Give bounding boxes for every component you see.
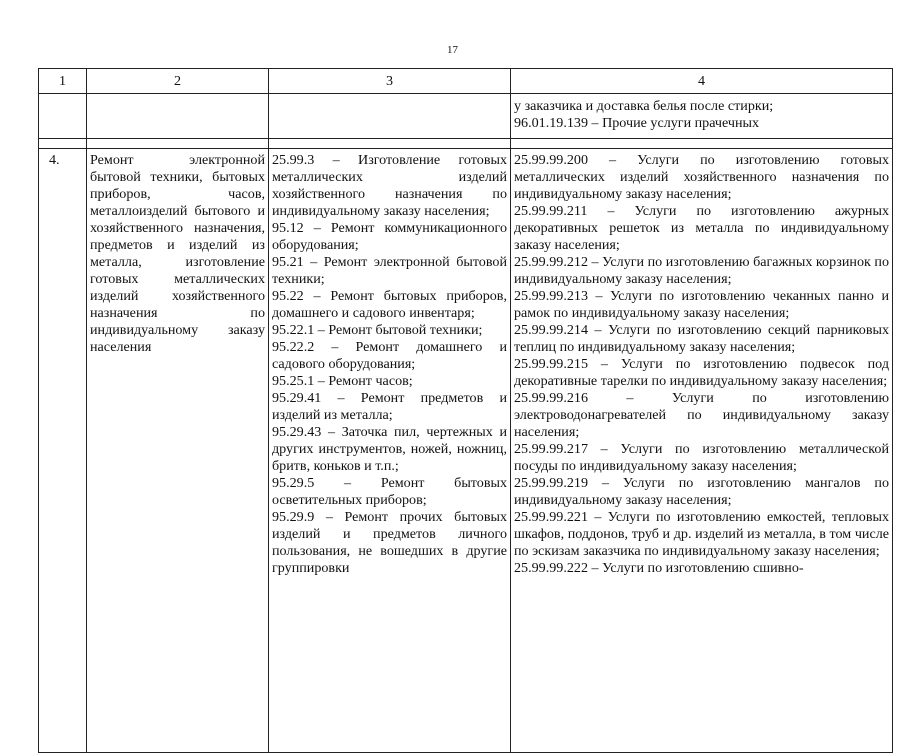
okpd-code-entry: 25.99.99.200 – Услуги по изготовлению готовых металлических изделий хозяйственного назначения по индивидуальному заказу населения; [514, 152, 889, 202]
okpd-code-entry: 25.99.99.221 – Услуги по изготовлению емкостей, тепловых шкафов, поддонов, труб и др. изделий из металла, в том числе по эскизам заказчика по индивидуальному заказу населения; [514, 509, 889, 559]
okved-code-entry: 95.21 – Ремонт электронной бытовой техники; [272, 254, 507, 287]
okved-code-entry: 95.12 – Ремонт коммуникационного оборудования; [272, 220, 507, 253]
table-cell [511, 139, 893, 149]
okpd-codes-cell [511, 149, 893, 753]
column-header-4: 4 [511, 69, 893, 94]
okved-code-entry: 95.29.41 – Ремонт предметов и изделий из металла; [272, 390, 507, 423]
document-table [38, 68, 893, 753]
okpd-code-entry: 25.99.99.211 – Услуги по изготовлению ажурных декоративных решеток из металла по индивидуальному заказу населения; [514, 203, 889, 253]
table-cell [39, 139, 87, 149]
table-cell [269, 94, 511, 139]
continuation-row [39, 94, 893, 139]
okved-code-entry: 95.29.9 – Ремонт прочих бытовых изделий и предметов личного пользования, не вошедших в другие группировки [272, 509, 507, 576]
okpd-code-entry: 25.99.99.212 – Услуги по изготовлению багажных корзинок по индивидуальному заказу населения; [514, 254, 889, 287]
okved-code-entry: 95.29.5 – Ремонт бытовых осветительных приборов; [272, 475, 507, 508]
row-number: 4. [39, 149, 87, 753]
table-cell [269, 139, 511, 149]
okpd-code-entry: 25.99.99.216 – Услуги по изготовлению электроводонагревателей по индивидуальному заказу населения; [514, 390, 889, 440]
continuation-line: 96.01.19.139 – Прочие услуги прачечных [514, 115, 760, 131]
okpd-code-entry: 25.99.99.215 – Услуги по изготовлению подвесок под декоративные тарелки по индивидуальному заказу населения; [514, 356, 889, 389]
okved-code-entry: 95.29.43 – Заточка пил, чертежных и других инструментов, ножей, ножниц, бритв, коньков и т.п.; [272, 424, 507, 474]
okpd-code-entry: 25.99.99.217 – Услуги по изготовлению металлической посуды по индивидуальному заказу населения; [514, 441, 889, 474]
column-header-3: 3 [269, 69, 511, 94]
okved-codes-cell [269, 149, 511, 753]
continuation-cell [511, 94, 893, 139]
column-header-2: 2 [87, 69, 269, 94]
column-header-1: 1 [39, 69, 87, 94]
activity-description: Ремонт электронной бытовой техники, бытовых приборов, часов, металлоизделий бытового и хозяйственного назначения, предметов и изделий из металла, изготовление готовых металлических изделий хозяйственного назначения по индивидуальному заказу населения [87, 149, 269, 753]
okpd-code-entry: 25.99.99.222 – Услуги по изготовлению сшивно- [514, 560, 804, 576]
table-cell [39, 94, 87, 139]
page-number: 17 [447, 44, 458, 56]
okved-code-entry: 95.22.1 – Ремонт бытовой техники; [272, 322, 483, 338]
table-row-4 [39, 149, 893, 753]
row-gap [39, 139, 893, 149]
table-cell [87, 94, 269, 139]
okved-code-entry: 95.22.2 – Ремонт домашнего и садового оборудования; [272, 339, 507, 372]
okpd-code-entry: 25.99.99.213 – Услуги по изготовлению чеканных панно и рамок по индивидуальному заказу населения; [514, 288, 889, 321]
okpd-code-entry: 25.99.99.219 – Услуги по изготовлению мангалов по индивидуальному заказу населения; [514, 475, 889, 508]
okved-code-entry: 25.99.3 – Изготовление готовых металлических изделий хозяйственного назначения по индивидуальному заказу населения; [272, 152, 507, 219]
okved-code-entry: 95.25.1 – Ремонт часов; [272, 373, 413, 389]
table-cell [87, 139, 269, 149]
okved-code-entry: 95.22 – Ремонт бытовых приборов, домашнего и садового инвентаря; [272, 288, 507, 321]
continuation-line: у заказчика и доставка белья после стирки; [514, 98, 774, 114]
table-header-row [39, 69, 893, 94]
okpd-code-entry: 25.99.99.214 – Услуги по изготовлению секций парниковых теплиц по индивидуальному заказу населения; [514, 322, 889, 355]
